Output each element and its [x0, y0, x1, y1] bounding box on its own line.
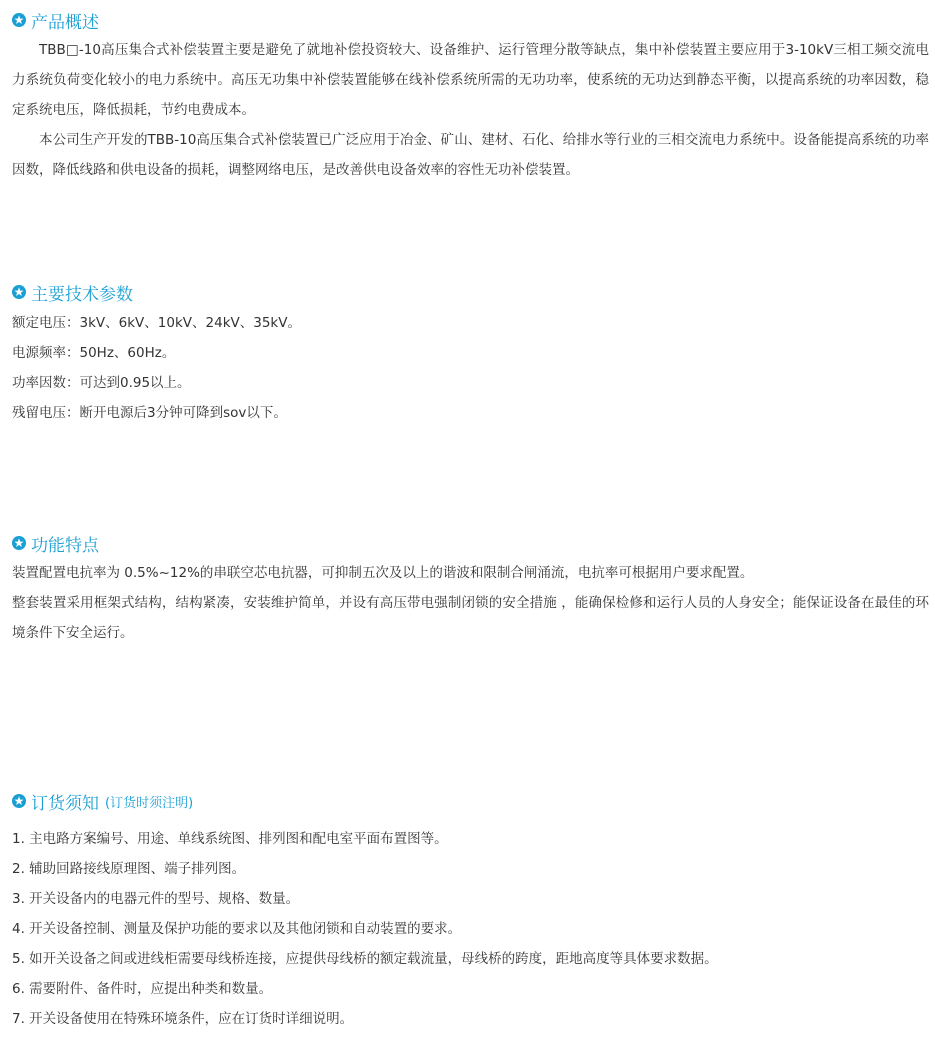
section-title: 主要技术参数 [31, 284, 133, 305]
ordering-item-3: 3. 开关设备内的电器元件的型号、规格、数量。 [12, 891, 300, 907]
section-title: 产品概述 [31, 12, 99, 33]
ordering-item-5: 5. 如开关设备之间或进线柜需要母线桥连接，应提供母线桥的额定载流量，母线桥的跨度，距地高度等具体要求数据。 [12, 951, 718, 967]
ordering-item-4: 4. 开关设备控制、测量及保护功能的要求以及其他闭锁和自动装置的要求。 [12, 921, 462, 937]
star-circle-icon [12, 794, 26, 808]
spec-line-voltage: 额定电压：3kV、6kV、10kV、24kV、35kV。 [12, 315, 301, 331]
spec-line-residual-voltage: 残留电压：断开电源后3分钟可降到sov以下。 [12, 405, 287, 421]
section-specs [12, 280, 929, 428]
star-circle-icon [12, 285, 26, 299]
ordering-item-6: 6. 需要附件、备件时，应提出种类和数量。 [12, 981, 273, 997]
section-features [12, 531, 929, 648]
star-circle-icon [12, 536, 26, 550]
section-overview [12, 8, 929, 185]
spec-line-frequency: 电源频率：50Hz、60Hz。 [12, 345, 176, 361]
overview-paragraph-1: TBB□-10高压集合式补偿装置主要是避免了就地补偿投资较大、设备维护、运行管理分散等缺点，集中补偿装置主要应用于3-10kV三相工频交流电力系统负荷变化较小的电力系统中。高压无功集中补偿装置能够在线补偿系统所需的无功功率，使系统的无功达到静态平衡，以提高系统的功率因数，稳定系统电压，降低损耗，节约电费成本。 [12, 42, 929, 118]
ordering-item-2: 2. 辅助回路接线原理图、端子排列图。 [12, 861, 246, 877]
ordering-item-1: 1. 主电路方案编号、用途、单线系统图、排列图和配电室平面布置图等。 [12, 831, 448, 847]
spec-line-power-factor: 功率因数：可达到0.95以上。 [12, 375, 191, 391]
section-ordering [12, 789, 929, 1034]
star-circle-icon [12, 13, 26, 27]
section-heading [12, 280, 929, 304]
features-paragraph-2: 整套装置采用框架式结构，结构紧凑，安装维护简单，并设有高压带电强制闭锁的安全措施 ，能确保检修和运行人员的人身安全；能保证设备在最佳的环境条件下安全运行。 [12, 595, 929, 641]
overview-paragraph-2: 本公司生产开发的TBB-10高压集合式补偿装置已广泛应用于冶金、矿山、建材、石化、给排水等行业的三相交流电力系统中。设备能提高系统的功率因数，降低线路和供电设备的损耗，调整网络电压，是改善供电设备效率的容性无功补偿装置。 [12, 132, 929, 178]
section-title: 功能特点 [31, 535, 99, 556]
section-title: 订货须知 [31, 793, 99, 814]
section-heading [12, 8, 929, 32]
section-note: (订货时须注明) [105, 795, 194, 811]
section-heading [12, 531, 929, 555]
features-paragraph-1: 装置配置电抗率为 0.5%~12%的串联空芯电抗器，可抑制五次及以上的谐波和限制合闸涌流，电抗率可根据用户要求配置。 [12, 565, 754, 581]
ordering-item-7: 7. 开关设备使用在特殊环境条件，应在订货时详细说明。 [12, 1011, 354, 1027]
section-heading [12, 789, 929, 813]
